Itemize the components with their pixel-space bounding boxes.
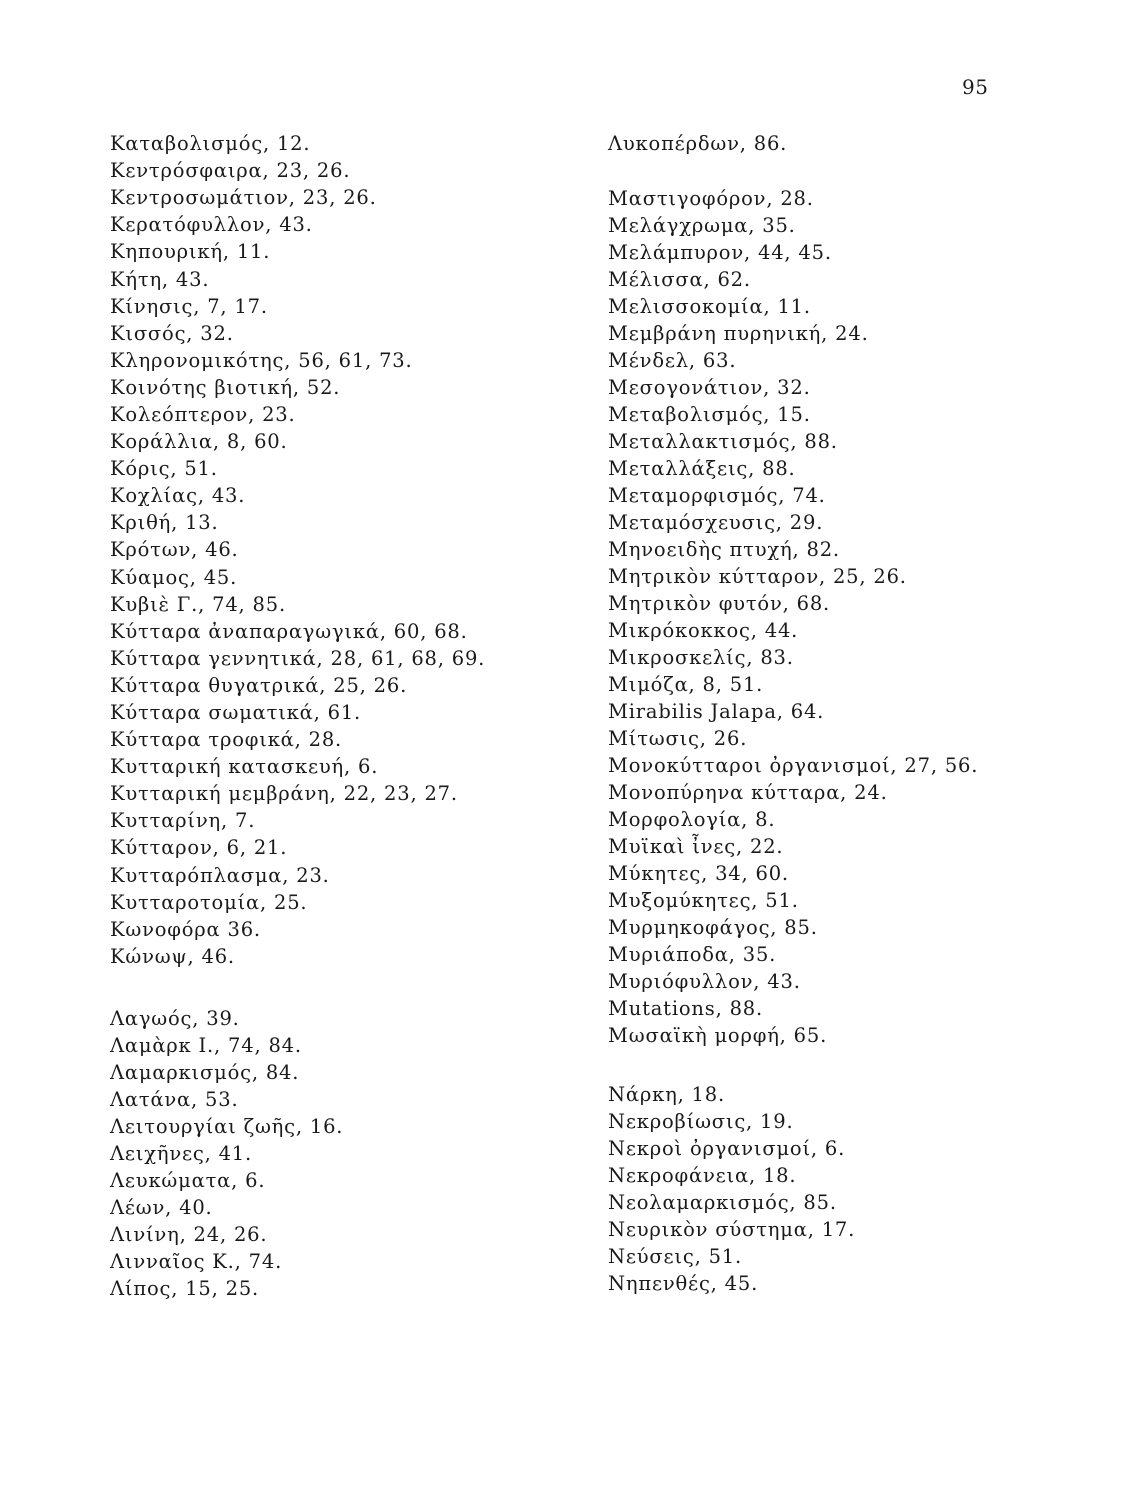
index-entry: Κύτταρα σωματικά, 61. bbox=[110, 701, 362, 724]
index-entry: Νεκροὶ ὀργανισμοί, 6. bbox=[608, 1137, 846, 1160]
index-entry: Μικρόκοκκος, 44. bbox=[608, 619, 799, 642]
index-entry: Μορφολογία, 8. bbox=[608, 808, 776, 831]
index-entry: Λέων, 40. bbox=[110, 1196, 213, 1219]
index-entry: Λαμὰρκ Ι., 74, 84. bbox=[110, 1034, 302, 1057]
page-number: 95 bbox=[962, 75, 989, 99]
index-entry: Κοχλίας, 43. bbox=[110, 484, 246, 507]
index-entry: Κοινότης βιοτική, 52. bbox=[110, 376, 341, 399]
index-entry: Μεταμορφισμός, 74. bbox=[608, 484, 826, 507]
index-entry: Λαγωός, 39. bbox=[110, 1007, 240, 1030]
index-entry: Μελισσοκομία, 11. bbox=[608, 295, 811, 318]
index-entry: Κύτταρα τροφικά, 28. bbox=[110, 728, 343, 751]
index-entry: Κριθή, 13. bbox=[110, 511, 219, 534]
index-entry: Κύτταρα θυγατρικά, 25, 26. bbox=[110, 674, 408, 697]
index-entry: Κεντρόσφαιρα, 23, 26. bbox=[110, 159, 351, 182]
index-entry: Κηπουρική, 11. bbox=[110, 240, 271, 263]
index-entry: Μωσαϊκὴ μορφή, 65. bbox=[608, 1024, 828, 1047]
index-entry: Μέλισσα, 62. bbox=[608, 268, 751, 291]
index-entry: Μηνοειδὴς πτυχή, 82. bbox=[608, 538, 840, 561]
index-entry: Μαστιγοφόρον, 28. bbox=[608, 187, 814, 210]
index-entry: Κωνοφόρα 36. bbox=[110, 918, 261, 941]
index-entry: Μύκητες, 34, 60. bbox=[608, 862, 789, 885]
index-entry: Κήτη, 43. bbox=[110, 268, 210, 291]
index-entry: Λευκώματα, 6. bbox=[110, 1169, 266, 1192]
index-entry: Μονοπύρηνα κύτταρα, 24. bbox=[608, 781, 888, 804]
index-entry: Μεταλλάξεις, 88. bbox=[608, 457, 796, 480]
index-entry: Κυτταρίνη, 7. bbox=[110, 809, 256, 832]
index-entry: Νεύσεις, 51. bbox=[608, 1245, 743, 1268]
index-entry: Νεκροβίωσις, 19. bbox=[608, 1110, 794, 1133]
index-entry: Κυτταροτομία, 25. bbox=[110, 891, 308, 914]
index-entry: Μυριάποδα, 35. bbox=[608, 943, 777, 966]
index-entry: Μένδελ, 63. bbox=[608, 349, 737, 372]
index-entry: Μυριόφυλλον, 43. bbox=[608, 970, 801, 993]
index-entry: Κόρις, 51. bbox=[110, 457, 218, 480]
index-entry: Μεταμόσχευσις, 29. bbox=[608, 511, 824, 534]
index-entry: Νάρκη, 18. bbox=[608, 1083, 725, 1106]
index-entry: Λίπος, 15, 25. bbox=[110, 1277, 260, 1300]
index-entry: Μυϊκαὶ ἶνες, 22. bbox=[608, 835, 784, 858]
index-entry: Κυβιὲ Γ., 74, 85. bbox=[110, 593, 286, 616]
index-entry: Κώνωψ, 46. bbox=[110, 945, 235, 968]
index-entry: Μητρικὸν φυτόν, 68. bbox=[608, 592, 831, 615]
index-entry: Κρότων, 46. bbox=[110, 538, 239, 561]
index-entry: Κισσός, 32. bbox=[110, 322, 234, 345]
index-entry: Κερατόφυλλον, 43. bbox=[110, 213, 313, 236]
index-entry: Μεταβολισμός, 15. bbox=[608, 403, 811, 426]
index-entry: Μυξομύκητες, 51. bbox=[608, 889, 799, 912]
index-entry: Κολεόπτερον, 23. bbox=[110, 403, 296, 426]
index-entry: Κύτταρα ἀναπαραγωγικά, 60, 68. bbox=[110, 620, 468, 643]
index-entry: Μελάγχρωμα, 35. bbox=[608, 214, 796, 237]
index-entry: Κοράλλια, 8, 60. bbox=[110, 430, 288, 453]
index-entry: Λυκοπέρδων, 86. bbox=[608, 132, 788, 155]
index-entry: Λαμαρκισμός, 84. bbox=[110, 1061, 300, 1084]
index-entry: Νεκροφάνεια, 18. bbox=[608, 1164, 797, 1187]
index-entry: Νεολαμαρκισμός, 85. bbox=[608, 1191, 837, 1214]
index-entry: Λειχῆνες, 41. bbox=[110, 1142, 253, 1165]
index-entry: Μονοκύτταροι ὀργανισμοί, 27, 56. bbox=[608, 754, 979, 777]
index-entry: Λειτουργίαι ζωῆς, 16. bbox=[110, 1115, 344, 1138]
index-entry: Μεσογονάτιον, 32. bbox=[608, 376, 811, 399]
index-entry: Νευρικὸν σύστημα, 17. bbox=[608, 1218, 856, 1241]
index-entry: Καταβολισμός, 12. bbox=[110, 132, 311, 155]
index-entry: Λατάνα, 53. bbox=[110, 1088, 239, 1111]
index-entry: Mirabilis Jalapa, 64. bbox=[608, 700, 825, 723]
index-entry: Κυτταρική κατασκευή, 6. bbox=[110, 755, 379, 778]
index-entry: Κύτταρα γεννητικά, 28, 61, 68, 69. bbox=[110, 647, 486, 670]
index-entry: Mutations, 88. bbox=[608, 997, 763, 1020]
index-entry: Νηπενθές, 45. bbox=[608, 1272, 759, 1295]
index-entry: Κυτταρική μεμβράνη, 22, 23, 27. bbox=[110, 782, 458, 805]
index-entry: Λινίνη, 24, 26. bbox=[110, 1223, 268, 1246]
index-entry: Κυτταρόπλασμα, 23. bbox=[110, 864, 330, 887]
index-entry: Κύτταρον, 6, 21. bbox=[110, 836, 288, 859]
index-entry: Κληρονομικότης, 56, 61, 73. bbox=[110, 349, 413, 372]
index-entry: Μελάμπυρον, 44, 45. bbox=[608, 241, 832, 264]
index-entry: Μίτωσις, 26. bbox=[608, 727, 748, 750]
index-entry: Μεμβράνη πυρηνική, 24. bbox=[608, 322, 869, 345]
index-entry: Μητρικὸν κύτταρον, 25, 26. bbox=[608, 565, 907, 588]
index-entry: Μιμόζα, 8, 51. bbox=[608, 673, 764, 696]
index-entry: Μυρμηκοφάγος, 85. bbox=[608, 916, 818, 939]
index-entry: Μικροσκελίς, 83. bbox=[608, 646, 794, 669]
index-entry: Κύαμος, 45. bbox=[110, 566, 238, 589]
index-entry: Μεταλλακτισμός, 88. bbox=[608, 430, 838, 453]
index-entry: Κίνησις, 7, 17. bbox=[110, 295, 268, 318]
index-entry: Λινναῖος Κ., 74. bbox=[110, 1250, 283, 1273]
index-entry: Κεντροσωμάτιον, 23, 26. bbox=[110, 186, 377, 209]
